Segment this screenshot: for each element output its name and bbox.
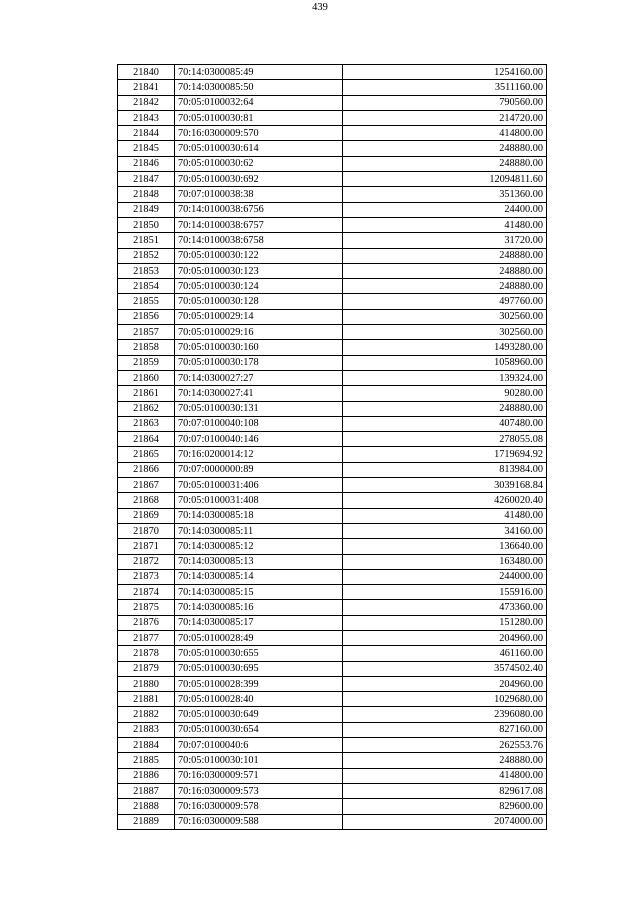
table-row	[118, 783, 547, 798]
cadastral-number: 70:14:0300085:11	[175, 523, 343, 538]
cadastral-number: 70:05:0100029:14	[175, 309, 343, 324]
table-row	[118, 768, 547, 783]
table-row	[118, 95, 547, 110]
row-number: 21856	[118, 309, 175, 324]
cadastral-value: 1254160.00	[343, 65, 547, 80]
table-row	[118, 753, 547, 768]
cadastral-value: 214720.00	[343, 110, 547, 125]
table-row	[118, 630, 547, 645]
row-number: 21889	[118, 814, 175, 829]
cadastral-value: 41480.00	[343, 217, 547, 232]
cadastral-value-table	[117, 64, 547, 830]
cadastral-value: 351360.00	[343, 187, 547, 202]
table-row	[118, 386, 547, 401]
cadastral-number: 70:05:0100030:128	[175, 294, 343, 309]
row-number: 21882	[118, 707, 175, 722]
cadastral-number: 70:05:0100031:408	[175, 493, 343, 508]
cadastral-value: 829617.08	[343, 783, 547, 798]
cadastral-number: 70:07:0000000:89	[175, 462, 343, 477]
cadastral-value: 829600.00	[343, 799, 547, 814]
cadastral-number: 70:07:0100040:6	[175, 738, 343, 753]
cadastral-value: 12094811.60	[343, 172, 547, 187]
cadastral-number: 70:05:0100028:49	[175, 630, 343, 645]
row-number: 21853	[118, 263, 175, 278]
table-row	[118, 432, 547, 447]
cadastral-value: 3039168.84	[343, 478, 547, 493]
cadastral-number: 70:05:0100030:178	[175, 355, 343, 370]
cadastral-value: 302560.00	[343, 309, 547, 324]
table-row	[118, 172, 547, 187]
cadastral-number: 70:07:0100040:108	[175, 416, 343, 431]
row-number: 21873	[118, 569, 175, 584]
cadastral-value: 248880.00	[343, 279, 547, 294]
cadastral-value: 473360.00	[343, 600, 547, 615]
row-number: 21852	[118, 248, 175, 263]
cadastral-number: 70:14:0300027:41	[175, 386, 343, 401]
cadastral-number: 70:16:0300009:578	[175, 799, 343, 814]
cadastral-number: 70:14:0100038:6758	[175, 233, 343, 248]
cadastral-number: 70:05:0100030:124	[175, 279, 343, 294]
row-number: 21868	[118, 493, 175, 508]
cadastral-number: 70:05:0100030:131	[175, 401, 343, 416]
cadastral-value: 4260020.40	[343, 493, 547, 508]
table-row	[118, 325, 547, 340]
cadastral-number: 70:05:0100030:649	[175, 707, 343, 722]
table-row	[118, 141, 547, 156]
cadastral-number: 70:05:0100030:654	[175, 722, 343, 737]
row-number: 21884	[118, 738, 175, 753]
cadastral-number: 70:05:0100030:101	[175, 753, 343, 768]
row-number: 21883	[118, 722, 175, 737]
table-row	[118, 600, 547, 615]
row-number: 21840	[118, 65, 175, 80]
cadastral-number: 70:05:0100030:160	[175, 340, 343, 355]
row-number: 21879	[118, 661, 175, 676]
cadastral-value: 1493280.00	[343, 340, 547, 355]
row-number: 21857	[118, 325, 175, 340]
row-number: 21881	[118, 692, 175, 707]
row-number: 21887	[118, 783, 175, 798]
cadastral-value: 34160.00	[343, 523, 547, 538]
row-number: 21842	[118, 95, 175, 110]
page-number: 439	[312, 2, 328, 13]
cadastral-value: 163480.00	[343, 554, 547, 569]
cadastral-value: 155916.00	[343, 585, 547, 600]
cadastral-value: 407480.00	[343, 416, 547, 431]
row-number: 21841	[118, 80, 175, 95]
table-row	[118, 569, 547, 584]
cadastral-number: 70:05:0100030:614	[175, 141, 343, 156]
cadastral-value: 248880.00	[343, 141, 547, 156]
row-number: 21862	[118, 401, 175, 416]
row-number: 21869	[118, 508, 175, 523]
table-body	[118, 65, 547, 830]
table-row	[118, 493, 547, 508]
row-number: 21885	[118, 753, 175, 768]
cadastral-number: 70:14:0300085:17	[175, 615, 343, 630]
row-number: 21845	[118, 141, 175, 156]
cadastral-number: 70:05:0100030:62	[175, 156, 343, 171]
table-row	[118, 217, 547, 232]
cadastral-number: 70:05:0100030:123	[175, 263, 343, 278]
cadastral-value: 31720.00	[343, 233, 547, 248]
table-row	[118, 661, 547, 676]
row-number: 21850	[118, 217, 175, 232]
cadastral-number: 70:05:0100030:655	[175, 646, 343, 661]
cadastral-number: 70:05:0100030:81	[175, 110, 343, 125]
cadastral-value: 278055.08	[343, 432, 547, 447]
table-row	[118, 738, 547, 753]
row-number: 21876	[118, 615, 175, 630]
row-number: 21865	[118, 447, 175, 462]
cadastral-number: 70:05:0100030:122	[175, 248, 343, 263]
cadastral-number: 70:05:0100030:695	[175, 661, 343, 676]
cadastral-value: 414800.00	[343, 126, 547, 141]
row-number: 21867	[118, 478, 175, 493]
table-row	[118, 462, 547, 477]
row-number: 21847	[118, 172, 175, 187]
table-row	[118, 722, 547, 737]
table-row	[118, 248, 547, 263]
row-number: 21861	[118, 386, 175, 401]
cadastral-value: 790560.00	[343, 95, 547, 110]
cadastral-value: 1029680.00	[343, 692, 547, 707]
cadastral-value: 2074000.00	[343, 814, 547, 829]
row-number: 21866	[118, 462, 175, 477]
table-row	[118, 814, 547, 829]
row-number: 21859	[118, 355, 175, 370]
table-row	[118, 294, 547, 309]
table-row	[118, 523, 547, 538]
cadastral-value: 41480.00	[343, 508, 547, 523]
table-row	[118, 202, 547, 217]
cadastral-number: 70:14:0100038:6756	[175, 202, 343, 217]
table-row	[118, 539, 547, 554]
cadastral-value: 414800.00	[343, 768, 547, 783]
table-row	[118, 187, 547, 202]
cadastral-number: 70:05:0100032:64	[175, 95, 343, 110]
cadastral-value: 2396080.00	[343, 707, 547, 722]
cadastral-number: 70:07:0100040:146	[175, 432, 343, 447]
cadastral-value: 302560.00	[343, 325, 547, 340]
table-row	[118, 615, 547, 630]
table-row	[118, 126, 547, 141]
table-row	[118, 156, 547, 171]
row-number: 21858	[118, 340, 175, 355]
row-number: 21878	[118, 646, 175, 661]
cadastral-number: 70:16:0300009:570	[175, 126, 343, 141]
cadastral-number: 70:14:0300085:15	[175, 585, 343, 600]
cadastral-number: 70:05:0100030:692	[175, 172, 343, 187]
cadastral-value: 204960.00	[343, 676, 547, 691]
cadastral-number: 70:14:0300085:16	[175, 600, 343, 615]
row-number: 21849	[118, 202, 175, 217]
row-number: 21851	[118, 233, 175, 248]
cadastral-value: 248880.00	[343, 156, 547, 171]
table-row	[118, 80, 547, 95]
cadastral-number: 70:16:0300009:573	[175, 783, 343, 798]
cadastral-number: 70:14:0300085:12	[175, 539, 343, 554]
cadastral-number: 70:05:0100028:40	[175, 692, 343, 707]
cadastral-value: 244000.00	[343, 569, 547, 584]
cadastral-value: 1058960.00	[343, 355, 547, 370]
row-number: 21877	[118, 630, 175, 645]
cadastral-value: 248880.00	[343, 753, 547, 768]
cadastral-number: 70:16:0200014:12	[175, 447, 343, 462]
table-row	[118, 707, 547, 722]
table-row	[118, 233, 547, 248]
row-number: 21875	[118, 600, 175, 615]
cadastral-number: 70:14:0300027:27	[175, 370, 343, 385]
table-row	[118, 279, 547, 294]
table-row	[118, 309, 547, 324]
cadastral-number: 70:05:0100029:16	[175, 325, 343, 340]
row-number: 21863	[118, 416, 175, 431]
cadastral-value: 151280.00	[343, 615, 547, 630]
cadastral-value: 461160.00	[343, 646, 547, 661]
row-number: 21844	[118, 126, 175, 141]
table-row	[118, 692, 547, 707]
cadastral-value: 497760.00	[343, 294, 547, 309]
row-number: 21860	[118, 370, 175, 385]
table-row	[118, 508, 547, 523]
cadastral-value: 248880.00	[343, 263, 547, 278]
cadastral-value: 204960.00	[343, 630, 547, 645]
cadastral-value: 248880.00	[343, 248, 547, 263]
cadastral-value: 90280.00	[343, 386, 547, 401]
table-row	[118, 676, 547, 691]
cadastral-value: 3574502.40	[343, 661, 547, 676]
table-row	[118, 110, 547, 125]
cadastral-value: 1719694.92	[343, 447, 547, 462]
table-row	[118, 340, 547, 355]
cadastral-value: 248880.00	[343, 401, 547, 416]
row-number: 21872	[118, 554, 175, 569]
cadastral-number: 70:14:0100038:6757	[175, 217, 343, 232]
cadastral-value: 827160.00	[343, 722, 547, 737]
cadastral-number: 70:16:0300009:588	[175, 814, 343, 829]
cadastral-value: 136640.00	[343, 539, 547, 554]
cadastral-value: 262553.76	[343, 738, 547, 753]
row-number: 21886	[118, 768, 175, 783]
cadastral-number: 70:14:0300085:18	[175, 508, 343, 523]
row-number: 21888	[118, 799, 175, 814]
table-row	[118, 263, 547, 278]
row-number: 21855	[118, 294, 175, 309]
cadastral-number: 70:05:0100031:406	[175, 478, 343, 493]
table-row	[118, 554, 547, 569]
cadastral-number: 70:14:0300085:49	[175, 65, 343, 80]
cadastral-number: 70:14:0300085:14	[175, 569, 343, 584]
row-number: 21854	[118, 279, 175, 294]
table-row	[118, 799, 547, 814]
row-number: 21874	[118, 585, 175, 600]
table-row	[118, 478, 547, 493]
row-number: 21846	[118, 156, 175, 171]
row-number: 21864	[118, 432, 175, 447]
table-row	[118, 355, 547, 370]
row-number: 21843	[118, 110, 175, 125]
cadastral-value: 813984.00	[343, 462, 547, 477]
table-row	[118, 65, 547, 80]
cadastral-value: 3511160.00	[343, 80, 547, 95]
cadastral-value: 139324.00	[343, 370, 547, 385]
table-row	[118, 447, 547, 462]
row-number: 21871	[118, 539, 175, 554]
cadastral-number: 70:05:0100028:399	[175, 676, 343, 691]
cadastral-value: 24400.00	[343, 202, 547, 217]
row-number: 21880	[118, 676, 175, 691]
cadastral-number: 70:07:0100038:38	[175, 187, 343, 202]
table-row	[118, 401, 547, 416]
table-row	[118, 416, 547, 431]
table-row	[118, 646, 547, 661]
cadastral-number: 70:14:0300085:50	[175, 80, 343, 95]
cadastral-number: 70:14:0300085:13	[175, 554, 343, 569]
row-number: 21848	[118, 187, 175, 202]
table-row	[118, 370, 547, 385]
cadastral-number: 70:16:0300009:571	[175, 768, 343, 783]
row-number: 21870	[118, 523, 175, 538]
table-row	[118, 585, 547, 600]
